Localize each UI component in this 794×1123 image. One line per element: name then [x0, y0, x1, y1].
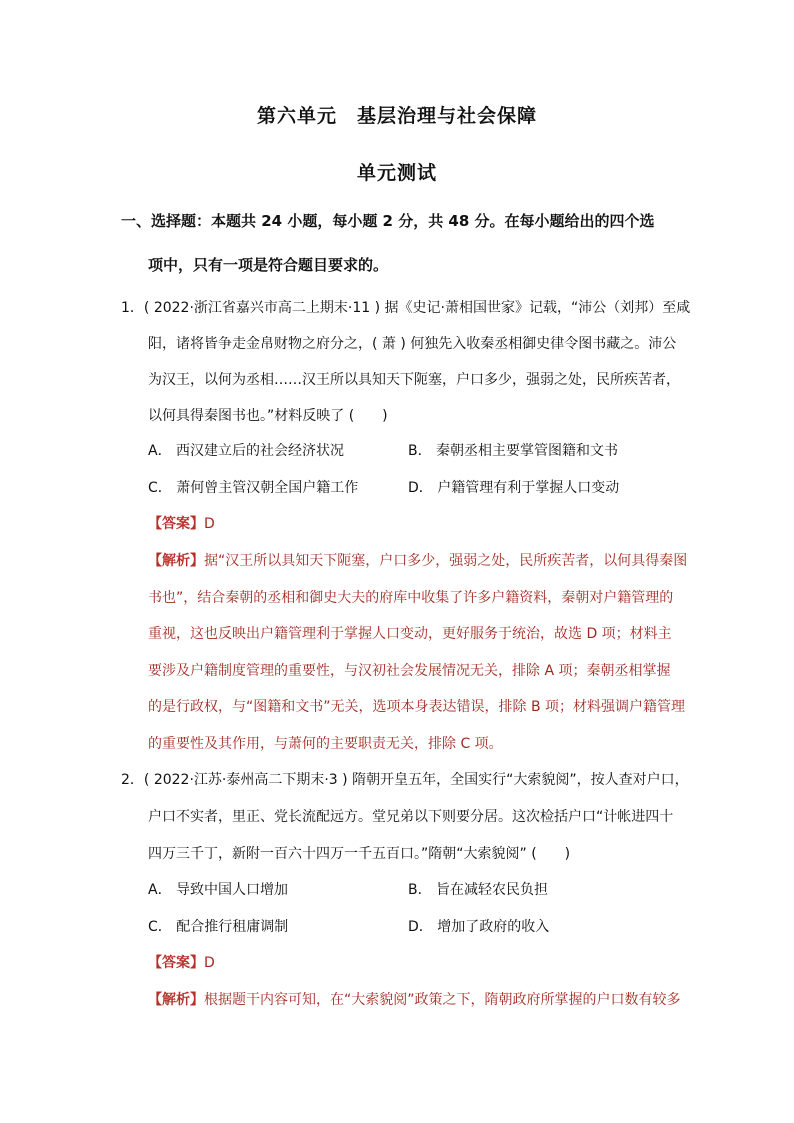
q1-option-c: C． 萧何曾主管汉朝全国户籍工作 [148, 480, 359, 496]
q1-analysis-line-4: 要涉及户籍制度管理的重要性，与汉初社会发展情况无关，排除 A 项；秦朝丞相掌握 [148, 663, 671, 679]
q1-analysis-line-1: 【解析】据“汉王所以具知天下阨塞，户口多少，强弱之处，民所疾苦者，以何具得秦图 [148, 553, 688, 569]
section-heading-line-2: 项中，只有一项是符合题目要求的。 [148, 256, 389, 274]
q1-stem-line-2: 阳，诸将皆争走金帛财物之府分之，( 萧 ) 何独先入收秦丞相御史律令图书藏之。沛公 [148, 336, 677, 352]
q2-option-c: C． 配合推行租庸调制 [148, 919, 289, 935]
q1-answer [148, 513, 215, 533]
q2-answer-label: 【答案】 [148, 955, 204, 971]
section-heading-line-1: 一、选择题：本题共 24 小题，每小题 2 分，共 48 分。在每小题给出的四个选 [121, 212, 655, 230]
q1-analysis-line-3: 重视，这也反映出户籍管理利于掌握人口变动，更好服务于统治，故选 D 项；材料主 [148, 626, 672, 642]
page-title: 第六单元 基层治理与社会保障 [256, 105, 537, 127]
q2-stem-line-2: 户口不实者，里正、党长流配远方。堂兄弟以下则要分居。这次检括户口“计帐进四十 [148, 809, 674, 825]
q1-option-d: D． 户籍管理有利于掌握人口变动 [408, 480, 620, 496]
q2-stem-line-1: 2．( 2022·江苏·泰州高二下期末·3 ) 隋朝开皇五年，全国实行“大索貌阅”，按人查对户口， [121, 772, 689, 788]
q2-stem-line-3: 四万三千丁，新附一百六十四万一千五百口。”隋朝“大索貌阅” ( ) [148, 846, 571, 862]
q2-answer-value: D [204, 955, 215, 971]
q2-option-b: B． 旨在减轻农民负担 [408, 882, 549, 898]
q1-answer-value: D [204, 516, 215, 532]
q2-answer [148, 952, 215, 972]
q2-option-a: A． 导致中国人口增加 [148, 882, 289, 898]
q2-option-d: D． 增加了政府的收入 [408, 919, 550, 935]
q2-analysis-label: 【解析】 [148, 992, 204, 1008]
q1-stem-line-4: 以何具得秦图书也。”材料反映了 ( ) [148, 408, 388, 424]
q1-answer-label: 【答案】 [148, 516, 204, 532]
q1-stem-line-3: 为汉王，以何为丞相……汉王所以具知天下阨塞，户口多少，强弱之处，民所疾苦者， [148, 372, 680, 388]
q1-analysis-label: 【解析】 [148, 553, 204, 569]
q2-analysis-line-1: 【解析】根据题干内容可知，在“大索貌阅”政策之下，隋朝政府所掌握的户口数有较多 [148, 992, 681, 1008]
q1-analysis-line-5: 的是行政权，与“图籍和文书”无关，选项本身表达错误，排除 B 项；材料强调户籍管理 [148, 699, 686, 715]
q1-option-b: B． 秦朝丞相主要掌管图籍和文书 [408, 443, 619, 459]
q1-analysis-line-2: 书也”，结合秦朝的丞相和御史大夫的府库中收集了许多户籍资料，秦朝对户籍管理的 [148, 590, 674, 606]
q1-option-a: A． 西汉建立后的社会经济状况 [148, 443, 345, 459]
q1-analysis-line-6: 的重要性及其作用，与萧何的主要职责无关，排除 C 项。 [148, 736, 503, 752]
page-subtitle: 单元测试 [356, 162, 437, 184]
q1-stem-line-1: 1．( 2022·浙江省嘉兴市高二上期末·11 ) 据《史记·萧相国世家》记载，“沛公（刘邦）至咸 [121, 300, 691, 316]
